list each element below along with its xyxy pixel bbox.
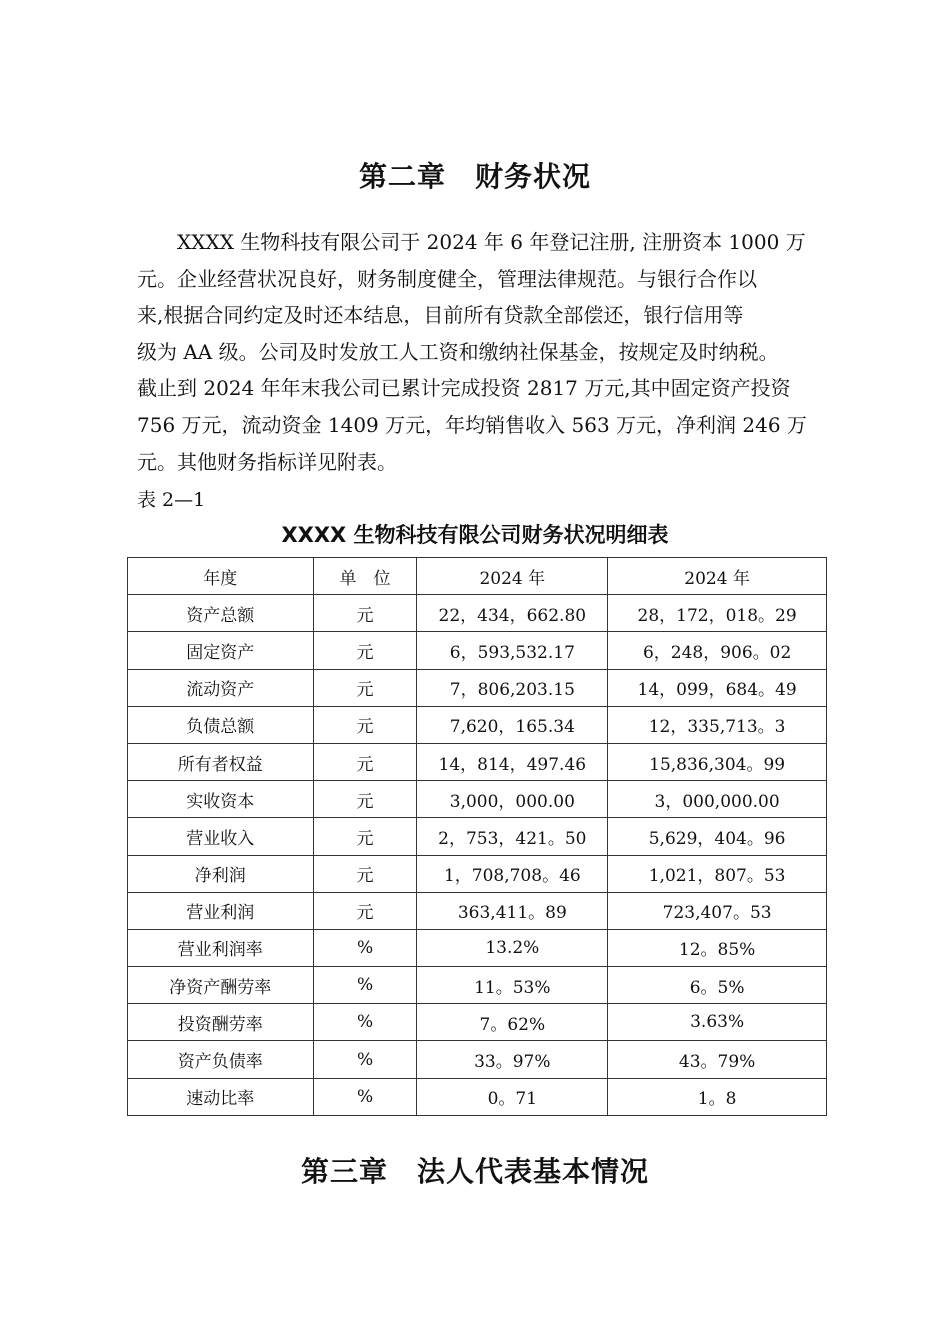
- header-col-1: 2024 年: [417, 558, 608, 595]
- table-row: [128, 781, 827, 818]
- paragraph-line: 元。其他财务指标详见附表。: [137, 449, 397, 474]
- row-value-2: 3，000,000.00: [608, 781, 827, 818]
- chapter-2-title: 第二章 财务状况: [358, 160, 591, 193]
- header-year: 年度: [128, 558, 314, 595]
- table-row: [128, 743, 827, 780]
- row-label: 固定资产: [128, 632, 314, 669]
- row-unit: 元: [313, 669, 417, 706]
- row-unit: 元: [313, 818, 417, 855]
- row-unit: %: [313, 929, 417, 966]
- row-unit: 元: [313, 706, 417, 743]
- header-unit: 单 位: [313, 558, 417, 595]
- row-value-2: 43。79%: [608, 1041, 827, 1078]
- row-label: 净利润: [128, 855, 314, 892]
- row-label: 营业利润: [128, 892, 314, 929]
- table-row: [128, 669, 827, 706]
- row-unit: 元: [313, 595, 417, 632]
- row-value-1: 363,411。89: [417, 892, 608, 929]
- row-value-1: 6，593,532.17: [417, 632, 608, 669]
- table-row: [128, 632, 827, 669]
- row-label: 流动资产: [128, 669, 314, 706]
- row-value-2: 1,021，807。53: [608, 855, 827, 892]
- row-value-2: 1。8: [608, 1078, 827, 1115]
- row-unit: %: [313, 967, 417, 1004]
- row-unit: %: [313, 1041, 417, 1078]
- table-label: 表 2—1: [137, 489, 206, 511]
- header-col-2: 2024 年: [608, 558, 827, 595]
- paragraph-line: 截止到 2024 年年末我公司已累计完成投资 2817 万元,其中固定资产投资: [137, 376, 791, 401]
- table-body: [128, 595, 827, 1116]
- row-value-2: 3.63%: [608, 1004, 827, 1041]
- table-row: [128, 1078, 827, 1115]
- row-value-2: 6，248，906。02: [608, 632, 827, 669]
- row-value-2: 5,629，404。96: [608, 818, 827, 855]
- table-row: [128, 706, 827, 743]
- financial-table: [127, 557, 827, 1116]
- table-row: [128, 1004, 827, 1041]
- paragraph-line: XXXX 生物科技有限公司于 2024 年 6 年登记注册, 注册资本 1000 万: [137, 230, 806, 254]
- row-unit: 元: [313, 892, 417, 929]
- table-row: [128, 855, 827, 892]
- row-unit: %: [313, 1004, 417, 1041]
- row-label: 资产负债率: [128, 1041, 314, 1078]
- table-row: [128, 929, 827, 966]
- row-label: 营业收入: [128, 818, 314, 855]
- row-value-1: 14，814，497.46: [417, 743, 608, 780]
- row-value-1: 33。97%: [417, 1041, 608, 1078]
- row-label: 营业利润率: [128, 929, 314, 966]
- row-value-2: 723,407。53: [608, 892, 827, 929]
- row-value-1: 3,000，000.00: [417, 781, 608, 818]
- row-value-1: 11。53%: [417, 967, 608, 1004]
- table-row: [128, 595, 827, 632]
- row-value-1: 7。62%: [417, 1004, 608, 1041]
- row-value-2: 6。5%: [608, 967, 827, 1004]
- row-value-2: 28，172，018。29: [608, 595, 827, 632]
- row-value-2: 12。85%: [608, 929, 827, 966]
- row-value-2: 14，099，684。49: [608, 669, 827, 706]
- row-unit: 元: [313, 743, 417, 780]
- row-unit: %: [313, 1078, 417, 1115]
- table-row: [128, 1041, 827, 1078]
- row-value-1: 7,620，165.34: [417, 706, 608, 743]
- row-label: 投资酬劳率: [128, 1004, 314, 1041]
- row-value-1: 0。71: [417, 1078, 608, 1115]
- table-header-row: [128, 558, 827, 595]
- table-row: [128, 892, 827, 929]
- paragraph-line: 756 万元，流动资金 1409 万元，年均销售收入 563 万元，净利润 246 万: [137, 412, 807, 437]
- finance-paragraph: [137, 224, 845, 480]
- table-row: [128, 967, 827, 1004]
- chapter-3-title: 第三章 法人代表基本情况: [300, 1155, 649, 1188]
- row-unit: 元: [313, 781, 417, 818]
- paragraph-line: 元。企业经营状况良好，财务制度健全，管理法律规范。与银行合作以: [137, 266, 757, 291]
- paragraph-line: 来,根据合同约定及时还本结息，目前所有贷款全部偿还，银行信用等: [137, 303, 744, 328]
- row-label: 资产总额: [128, 595, 314, 632]
- row-value-1: 2，753，421。50: [417, 818, 608, 855]
- row-value-1: 1，708,708。46: [417, 855, 608, 892]
- row-label: 净资产酬劳率: [128, 967, 314, 1004]
- row-value-2: 12，335,713。3: [608, 706, 827, 743]
- table-row: [128, 818, 827, 855]
- row-label: 所有者权益: [128, 743, 314, 780]
- row-value-2: 15,836,304。99: [608, 743, 827, 780]
- row-value-1: 22，434，662.80: [417, 595, 608, 632]
- row-unit: 元: [313, 855, 417, 892]
- row-label: 实收资本: [128, 781, 314, 818]
- paragraph-line: 级为 AA 级。公司及时发放工人工资和缴纳社保基金，按规定及时纳税。: [137, 339, 779, 364]
- row-label: 速动比率: [128, 1078, 314, 1115]
- row-label: 负债总额: [128, 706, 314, 743]
- row-unit: 元: [313, 632, 417, 669]
- row-value-1: 13.2%: [417, 929, 608, 966]
- table-title: XXXX 生物科技有限公司财务状况明细表: [281, 523, 669, 547]
- row-value-1: 7，806,203.15: [417, 669, 608, 706]
